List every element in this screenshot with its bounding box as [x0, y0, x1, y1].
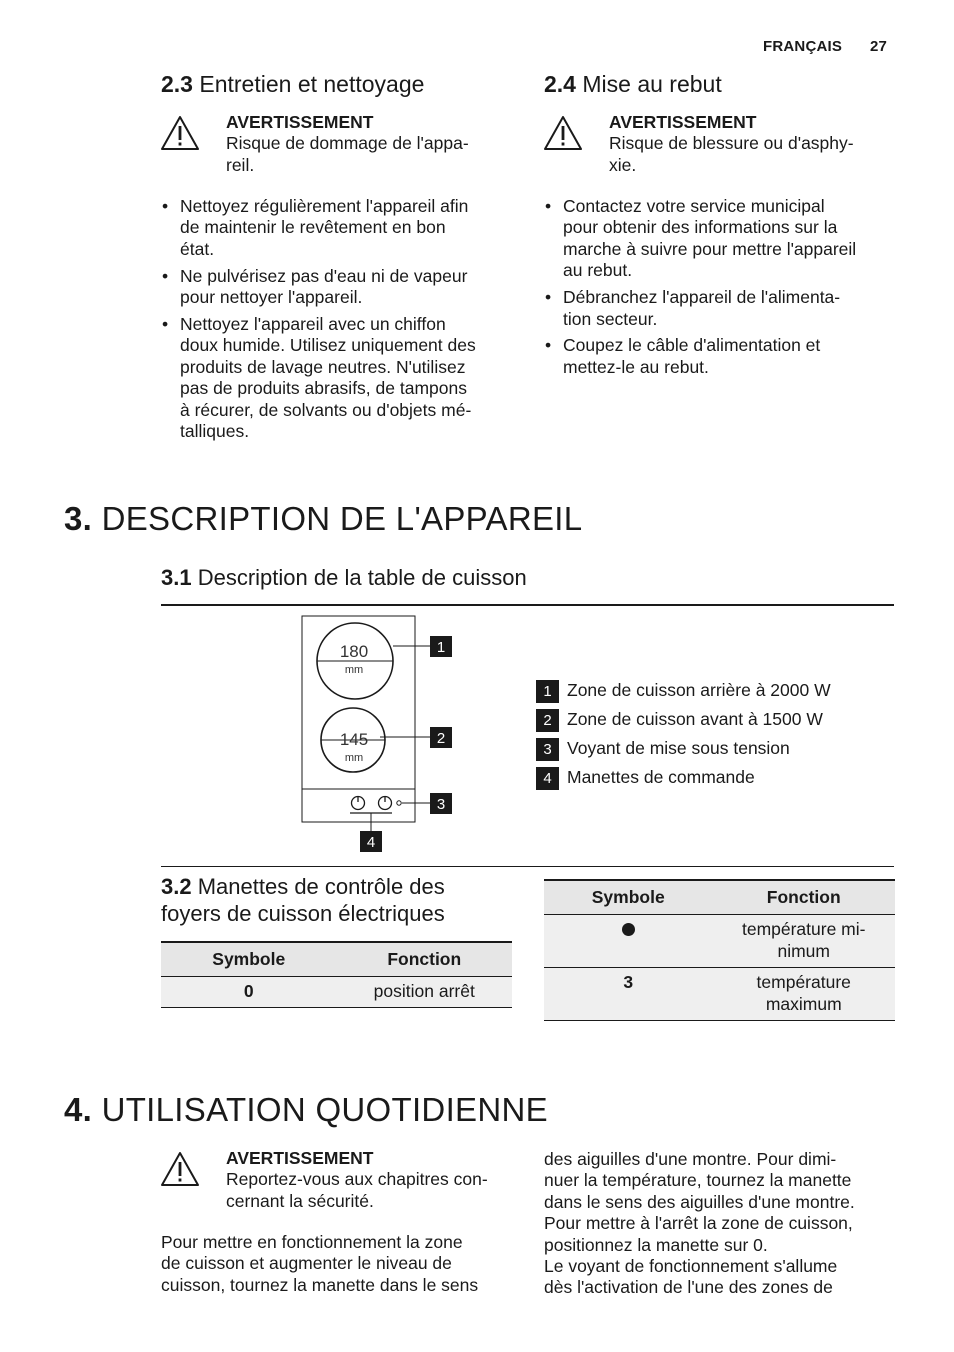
warning-title: AVERTISSEMENT — [226, 112, 374, 132]
function-line: maximum — [765, 994, 842, 1014]
legend-text: Manettes de commande — [567, 767, 755, 787]
warning-block — [609, 112, 899, 176]
chapter-title: DESCRIPTION DE L'APPAREIL — [101, 500, 583, 537]
list-line: • Nettoyez régulièrement l'appareil afin — [180, 196, 469, 216]
chapter-title: UTILISATION QUOTIDIENNE — [101, 1091, 548, 1128]
function-line: nimum — [777, 941, 830, 961]
function-cell — [337, 977, 513, 1008]
list-line: état. — [180, 238, 215, 259]
list-item — [544, 196, 904, 282]
list-line: pour obtenir des informations sur la — [563, 217, 838, 238]
list-line: de maintenir le revêtement en bon — [180, 217, 446, 238]
column-header: Symbole — [161, 942, 337, 977]
hob-diagram — [295, 612, 460, 854]
warning-line: reil. — [226, 154, 255, 175]
legend-text: Zone de cuisson arrière à 2000 W — [567, 680, 831, 700]
list-line: • Nettoyez l'appareil avec un chiffon — [180, 314, 446, 335]
zone-front-size-label: 145 — [339, 730, 369, 749]
text-line: dès l'activation de l'une des zones de — [544, 1277, 833, 1298]
function-cell — [712, 968, 895, 1021]
warning-title: AVERTISSEMENT — [609, 112, 757, 132]
callout-3: 3 — [436, 796, 446, 813]
legend-text: Zone de cuisson avant à 1500 W — [567, 709, 823, 729]
usage-paragraph-right — [544, 1149, 904, 1299]
warning-triangle-icon — [160, 115, 200, 156]
text-line: Le voyant de fonctionnement s'allume — [544, 1256, 838, 1277]
list-line: produits de lavage neutres. N'utilisez — [180, 356, 466, 377]
list-line: • Débranchez l'appareil de l'alimenta- — [563, 287, 841, 308]
zone-rear-size-label: 180 — [339, 642, 369, 661]
section-number: 3.1 — [161, 565, 192, 590]
warning-line: xie. — [609, 154, 637, 175]
legend-number: 3 — [536, 738, 559, 761]
list-line: marche à suivre pour mettre l'appareil — [563, 238, 857, 259]
section-title: Entretien et nettoyage — [199, 71, 425, 97]
column-header: Symbole — [544, 880, 712, 915]
table-row — [161, 977, 512, 1008]
section-2-3-heading — [161, 71, 424, 98]
text-line: de cuisson et augmenter le niveau de — [161, 1253, 452, 1274]
function-cell — [712, 915, 895, 968]
maintenance-list — [161, 196, 517, 448]
warning-block — [226, 112, 516, 176]
section-number: 2.4 — [544, 71, 576, 97]
chapter-3-heading — [64, 500, 582, 538]
list-item — [544, 335, 904, 378]
legend-item — [536, 738, 790, 761]
chapter-number: 4. — [64, 1091, 93, 1128]
function-line: température mi- — [741, 919, 866, 939]
symbol-table-right — [544, 879, 895, 1021]
symbol-cell: 3 — [544, 968, 712, 1021]
page-number: 27 — [870, 38, 888, 55]
section-title-line: Manettes de contrôle des — [197, 874, 445, 899]
legend-number: 2 — [536, 709, 559, 732]
list-item — [544, 287, 904, 330]
warning-triangle-icon — [160, 1151, 200, 1192]
section-rule — [161, 604, 894, 606]
callout-2: 2 — [436, 730, 446, 747]
section-3-1-heading — [161, 564, 527, 591]
list-line: talliques. — [180, 421, 250, 442]
warning-line: Risque de blessure ou d'asphy- — [609, 133, 854, 154]
callout-1: 1 — [436, 639, 446, 656]
legend-item — [536, 709, 823, 732]
control-knob-left-icon — [352, 796, 365, 810]
list-line: pas de produits abrasifs, de tampons — [180, 378, 467, 399]
list-line: • Coupez le câble d'alimentation et — [563, 335, 821, 356]
function-line: température — [756, 972, 851, 992]
legend-number: 4 — [536, 767, 559, 790]
chapter-number: 3. — [64, 500, 93, 537]
control-knob-right-icon — [379, 796, 392, 810]
legend-text: Voyant de mise sous tension — [567, 738, 790, 758]
list-item — [161, 314, 517, 442]
legend-item — [536, 680, 831, 703]
zone-front-unit-label: mm — [344, 752, 364, 764]
symbol-table-left — [161, 941, 512, 1008]
symbol-cell — [544, 915, 712, 968]
list-line: doux humide. Utilisez uniquement des — [180, 335, 476, 356]
list-line: à récurer, de solvants ou d'objets mé- — [180, 399, 472, 420]
section-title-line: foyers de cuisson électriques — [161, 901, 445, 926]
symbol-cell: 0 — [161, 977, 337, 1008]
text-line: des aiguilles d'une montre. Pour dimi- — [544, 1149, 837, 1169]
text-line: positionnez la manette sur 0. — [544, 1234, 768, 1255]
warning-line: Reportez-vous aux chapitres con- — [226, 1169, 488, 1190]
column-header: Fonction — [337, 942, 513, 977]
filled-dot-icon — [622, 923, 635, 936]
column-header: Fonction — [712, 880, 895, 915]
text-line: Pour mettre en fonctionnement la zone — [161, 1232, 463, 1252]
section-number: 2.3 — [161, 71, 193, 97]
warning-block — [226, 1148, 521, 1212]
disposal-list — [544, 196, 904, 384]
list-item — [161, 196, 517, 260]
power-indicator-icon — [397, 801, 401, 805]
section-title: Description de la table de cuisson — [197, 565, 527, 590]
list-line: mettez-le au rebut. — [563, 356, 709, 377]
list-line: • Ne pulvérisez pas d'eau ni de vapeur — [180, 265, 468, 286]
language-label: FRANÇAIS — [763, 38, 843, 55]
list-item — [161, 266, 517, 309]
legend-number: 1 — [536, 680, 559, 703]
section-3-2-heading — [161, 873, 445, 927]
section-2-4-heading — [544, 71, 722, 98]
list-line: pour nettoyer l'appareil. — [180, 287, 363, 308]
zone-rear-unit-label: mm — [344, 664, 364, 676]
warning-triangle-icon — [543, 115, 583, 156]
table-row — [544, 968, 895, 1021]
list-line: au rebut. — [563, 260, 633, 281]
section-number: 3.2 — [161, 874, 192, 899]
list-line: tion secteur. — [563, 308, 658, 329]
text-line: Pour mettre à l'arrêt la zone de cuisson, — [544, 1213, 853, 1234]
callout-4: 4 — [366, 834, 376, 851]
warning-title: AVERTISSEMENT — [226, 1148, 374, 1168]
section-rule — [161, 866, 894, 867]
warning-line: Risque de dommage de l'appa- — [226, 133, 469, 154]
text-line: dans le sens des aiguilles d'une montre. — [544, 1191, 855, 1212]
table-row — [544, 915, 895, 968]
function-line: position arrêt — [373, 981, 475, 1001]
text-line: nuer la température, tournez la manette — [544, 1170, 852, 1191]
warning-line: cernant la sécurité. — [226, 1190, 374, 1211]
list-line: • Contactez votre service municipal — [563, 196, 825, 216]
text-line: cuisson, tournez la manette dans le sens — [161, 1274, 479, 1295]
legend-item — [536, 767, 755, 790]
section-title: Mise au rebut — [582, 71, 722, 97]
chapter-4-heading — [64, 1091, 548, 1129]
usage-paragraph-left — [161, 1232, 521, 1296]
